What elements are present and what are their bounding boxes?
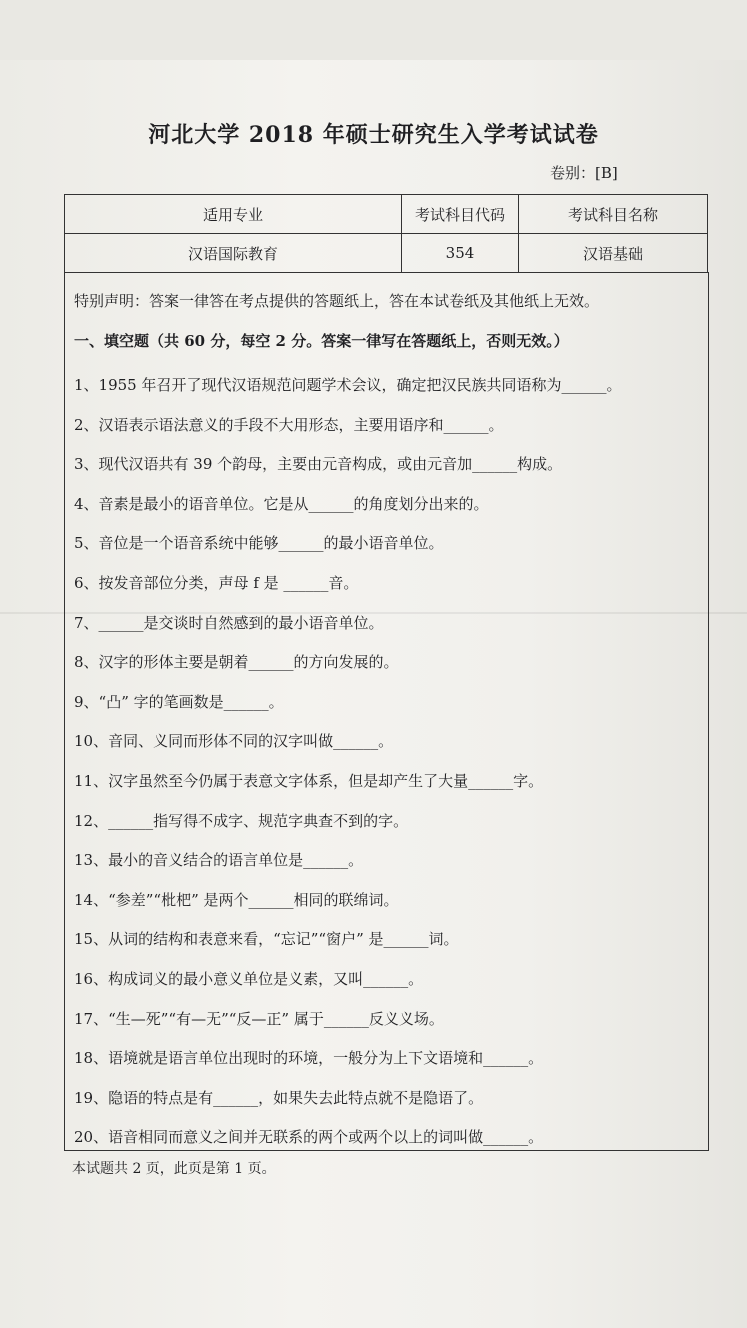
question-item: 3、现代汉语共有 39 个韵母，主要由元音构成，或由元音加______构成。 bbox=[74, 455, 563, 473]
question-item: 7、______是交谈时自然感到的最小语音单位。 bbox=[74, 614, 384, 632]
table-header-row bbox=[65, 195, 708, 234]
exam-info-table bbox=[64, 194, 708, 273]
question-item: 13、最小的音义结合的语言单位是______。 bbox=[74, 851, 364, 869]
question-item: 14、“参差”“枇杷” 是两个______相同的联绵词。 bbox=[74, 891, 399, 909]
cell-major: 汉语国际教育 bbox=[65, 234, 402, 273]
question-item: 6、按发音部位分类，声母 f 是 ______音。 bbox=[74, 574, 359, 592]
question-item: 10、音同、义同而形体不同的汉字叫做______。 bbox=[74, 732, 394, 750]
question-item: 16、构成词义的最小意义单位是义素，又叫______。 bbox=[74, 970, 424, 988]
question-item: 9、“凸” 字的笔画数是______。 bbox=[74, 693, 284, 711]
section-heading: 一、填空题（共 60 分，每空 2 分。答案一律写在答题纸上，否则无效。） bbox=[74, 332, 569, 350]
header-cell-major: 适用专业 bbox=[65, 195, 402, 234]
special-notice: 特别声明：答案一律答在考点提供的答题纸上，答在本试卷纸及其他纸上无效。 bbox=[74, 292, 600, 310]
question-item: 18、语境就是语言单位出现时的环境，一般分为上下文语境和______。 bbox=[74, 1049, 544, 1067]
paper-id-label: 卷别：[B] bbox=[550, 164, 618, 182]
question-item: 20、语音相同而意义之间并无联系的两个或两个以上的词叫做______。 bbox=[74, 1128, 544, 1146]
question-item: 19、隐语的特点是有______，如果失去此特点就不是隐语了。 bbox=[74, 1089, 484, 1107]
question-item: 2、汉语表示语法意义的手段不大用形态，主要用语序和______。 bbox=[74, 416, 504, 434]
question-item: 4、音素是最小的语音单位。它是从______的角度划分出来的。 bbox=[74, 495, 489, 513]
question-item: 11、汉字虽然至今仍属于表意文字体系，但是却产生了大量______字。 bbox=[74, 772, 544, 790]
exam-title: 河北大学 2018 年硕士研究生入学考试试卷 bbox=[148, 122, 599, 148]
cell-code: 354 bbox=[402, 234, 519, 273]
header-cell-subject: 考试科目名称 bbox=[519, 195, 708, 234]
question-item: 12、______指写得不成字、规范字典查不到的字。 bbox=[74, 812, 409, 830]
header-cell-code: 考试科目代码 bbox=[402, 195, 519, 234]
question-item: 8、汉字的形体主要是朝着______的方向发展的。 bbox=[74, 653, 399, 671]
table-row bbox=[65, 234, 708, 273]
question-item: 1、1955 年召开了现代汉语规范问题学术会议，确定把汉民族共同语称为______。 bbox=[74, 376, 622, 394]
question-item: 17、“生—死”“有—无”“反—正” 属于______反义义场。 bbox=[74, 1010, 444, 1028]
paper-edge bbox=[0, 0, 747, 60]
question-item: 5、音位是一个语音系统中能够______的最小语音单位。 bbox=[74, 534, 444, 552]
question-item: 15、从词的结构和表意来看，“忘记”“窗户” 是______词。 bbox=[74, 930, 459, 948]
cell-subject: 汉语基础 bbox=[519, 234, 708, 273]
page-footer: 本试题共 2 页，此页是第 1 页。 bbox=[72, 1161, 276, 1177]
